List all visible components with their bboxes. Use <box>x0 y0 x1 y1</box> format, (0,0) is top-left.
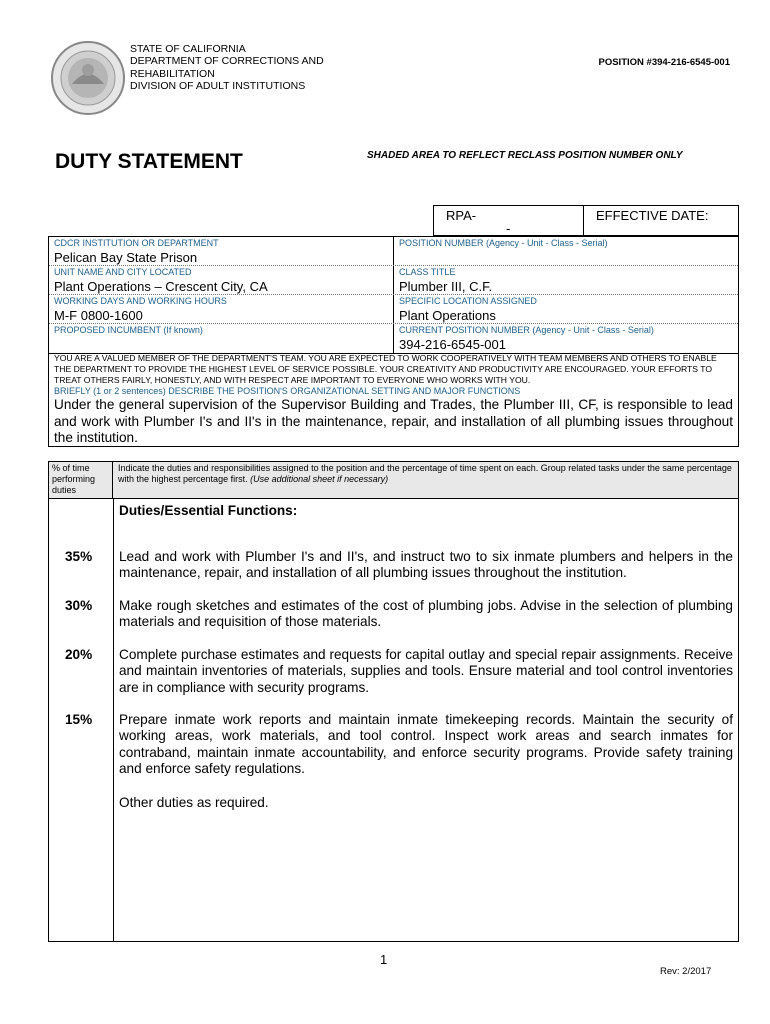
briefly-text[interactable]: Under the general supervision of the Supervisor Building and Trades, the Plumber III, CF, is responsible to lead and work with Plumber I's and II's in the maintenance, repair, and installation of all plumbing issues throughout the institution. <box>54 397 733 445</box>
position-number-header: POSITION #394-216-6545-001 <box>598 57 730 68</box>
grid-row <box>49 324 738 353</box>
effective-date-label: EFFECTIVE DATE: <box>596 208 709 223</box>
page-number: 1 <box>380 952 388 967</box>
other-duties: Other duties as required. <box>119 795 269 810</box>
briefly-label: BRIEFLY (1 or 2 sentences) DESCRIBE THE POSITION'S ORGANIZATIONAL SETTING AND MAJOR FUNCTIONS <box>54 386 521 397</box>
current-position-label: CURRENT POSITION NUMBER (Agency - Unit - Class - Serial) <box>399 325 654 335</box>
duties-header <box>48 461 739 499</box>
location-value: Plant Operations <box>399 308 496 323</box>
unit-field[interactable] <box>49 266 393 294</box>
class-title-field[interactable] <box>393 266 738 294</box>
location-field[interactable] <box>393 295 738 323</box>
grid-row <box>49 295 738 324</box>
position-number-field[interactable] <box>393 237 738 265</box>
duties-instructions-text: Indicate the duties and responsibilities assigned to the position and the percentage of time spent on each. Group related tasks under the same percentage with the highest percentage first. <box>118 463 732 485</box>
duty-text[interactable]: Complete purchase estimates and requests for capital outlay and special repair assignments. Receive and maintain inventories of materials, supplies and tools. Ensure material and tool control inventories are in compliance with security programs. <box>119 647 733 695</box>
grid-row <box>49 237 738 266</box>
location-label: SPECIFIC LOCATION ASSIGNED <box>399 296 537 306</box>
current-position-field[interactable] <box>393 324 738 353</box>
institution-field[interactable] <box>49 237 393 265</box>
hours-value: M-F 0800-1600 <box>54 308 143 323</box>
institution-value: Pelican Bay State Prison <box>54 250 198 265</box>
institution-label: CDCR INSTITUTION OR DEPARTMENT <box>54 238 219 248</box>
agency-line: DIVISION OF ADULT INSTITUTIONS <box>130 80 306 93</box>
unit-label: UNIT NAME AND CITY LOCATED <box>54 267 192 277</box>
grid-row <box>49 266 738 295</box>
shaded-area-note: SHADED AREA TO REFLECT RECLASS POSITION NUMBER ONLY <box>367 150 683 161</box>
rpa-label: RPA- <box>446 208 477 223</box>
duty-percent: 35% <box>65 549 93 564</box>
duty-percent: 30% <box>65 598 93 613</box>
duty-percent: 15% <box>65 712 93 727</box>
column-divider <box>113 499 114 941</box>
rpa-cell[interactable] <box>434 206 584 235</box>
duty-text[interactable]: Prepare inmate work reports and maintain inmate timekeeping records. Maintain the security of working areas, work materials, and tool control. Inspect work areas and search inmates for contraband, maintain inmate accountability, and enforce security programs. Provide safety training and enforce safety regulations. <box>119 712 733 777</box>
position-info-grid <box>48 236 739 354</box>
duty-percent: 20% <box>65 647 93 662</box>
description-block <box>48 352 739 447</box>
page-title: DUTY STATEMENT <box>55 150 243 173</box>
class-title-label: CLASS TITLE <box>399 267 456 277</box>
agency-block <box>130 43 324 93</box>
class-title-value: Plumber III, C.F. <box>399 279 493 294</box>
percent-time-label: % of time performing duties <box>49 462 113 498</box>
rpa-box <box>433 205 739 236</box>
duties-instructions <box>118 463 733 485</box>
hours-field[interactable] <box>49 295 393 323</box>
unit-value: Plant Operations – Crescent City, CA <box>54 279 268 294</box>
rpa-dash: - <box>506 221 511 236</box>
incumbent-field[interactable] <box>49 324 393 353</box>
agency-line: DEPARTMENT OF CORRECTIONS AND <box>130 55 324 68</box>
duties-table <box>48 499 739 942</box>
duties-instructions-italic: (Use additional sheet if necessary) <box>250 474 389 485</box>
duty-text[interactable]: Make rough sketches and estimates of the cost of plumbing jobs. Advise in the selection of plumbing materials and requisition of those materials. <box>119 598 733 630</box>
duty-text[interactable]: Lead and work with Plumber I's and II's, and instruct two to six inmate plumbers and helpers in the maintenance, repair, and installation of all plumbing issues throughout the institution. <box>119 549 733 581</box>
valued-member-text: YOU ARE A VALUED MEMBER OF THE DEPARTMENT'S TEAM. YOU ARE EXPECTED TO WORK COOPERATIVELY WITH TEAM MEMBERS AND OTHERS TO ENABLE THE DEPARTMENT TO PROVIDE THE HIGHEST LEVEL OF SERVICE POSSIBLE. YOUR CREATIVITY AND PRODUCTIVITY ARE ENCOURAGED. YOUR EFFORTS TO TREAT OTHERS FAIRLY, HONESTLY, AND WITH RESPECT ARE IMPORTANT TO EVERYONE WHO WORKS WITH YOU. <box>54 353 717 386</box>
position-number-label: POSITION NUMBER (Agency - Unit - Class - Serial) <box>399 238 608 248</box>
agency-line: STATE OF CALIFORNIA <box>130 43 246 55</box>
duties-title: Duties/Essential Functions: <box>119 503 298 518</box>
hours-label: WORKING DAYS AND WORKING HOURS <box>54 296 227 306</box>
current-position-value: 394-216-6545-001 <box>399 337 506 352</box>
revision-label: Rev: 2/2017 <box>660 966 712 977</box>
agency-line: REHABILITATION <box>130 67 215 80</box>
cdcr-seal-logo <box>50 40 126 116</box>
incumbent-label: PROPOSED INCUMBENT (If known) <box>54 325 203 335</box>
